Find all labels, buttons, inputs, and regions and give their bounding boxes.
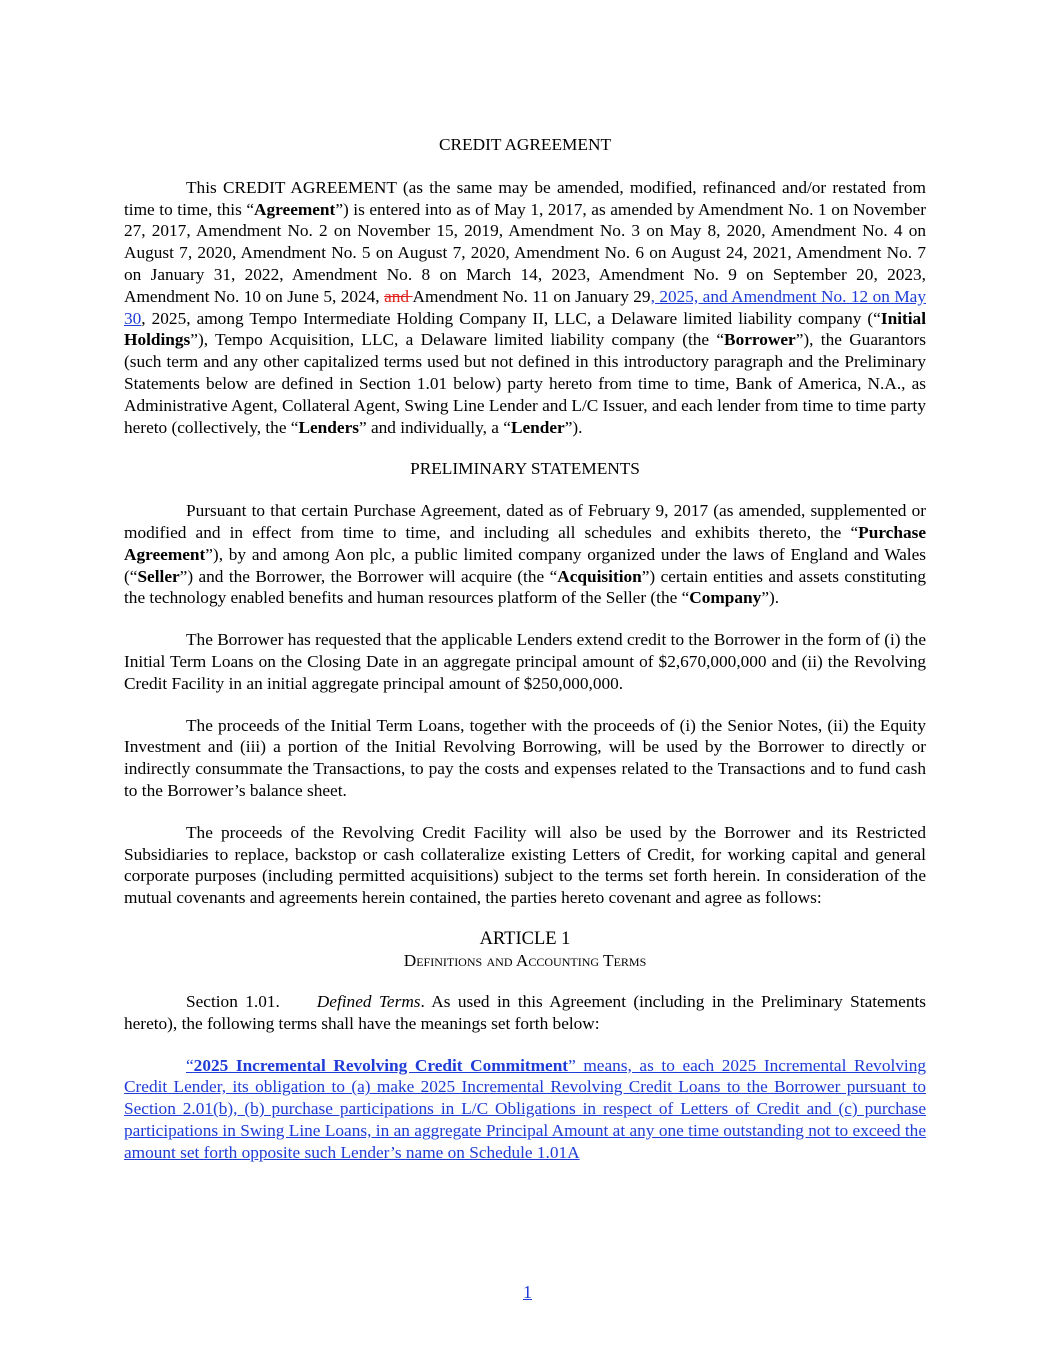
preliminary-paragraph-2: The Borrower has requested that the applicable Lenders extend credit to the Borrower in the form of (i) the Initial Term Loans on the Closing Date in an aggregate principal amount of $2,670,000,000 and (ii) the Revolving Credit Facility in an initial aggregate principal amount of $250,000,000. bbox=[124, 630, 926, 693]
defined-term: 2025 Incremental Revolving Credit Commitment bbox=[193, 1055, 569, 1075]
section-name: Defined Terms bbox=[316, 991, 421, 1011]
definition-2025-incremental-revolving-credit-commitment: “2025 Incremental Revolving Credit Commitment” means, as to each 2025 Incremental Revolving Credit Lender, its obligation to (a) make 2025 Incremental Revolving Credit Loans to the Borrower pursuant to Section 2.01(b), (b) purchase participations in L/C Obligations in respect of Letters of Credit and (c) purchase participations in Swing Line Loans, in an aggregate Principal Amount at any one time outstanding not to exceed the amount set forth opposite such Lender’s name on Schedule 1.01A bbox=[124, 1055, 926, 1162]
preliminary-statements-heading: PRELIMINARY STATEMENTS bbox=[410, 459, 640, 479]
inserted-text: , 2025, and Amendment No. 12 on May 30 bbox=[124, 286, 926, 328]
document-page bbox=[124, 128, 926, 1183]
article-title: Definitions and Accounting Terms bbox=[403, 950, 647, 970]
preliminary-paragraph-4: The proceeds of the Revolving Credit Facility will also be used by the Borrower and its Restricted Subsidiaries to replace, backstop or cash collateralize existing Letters of Credit, for working capital and general corporate purposes (including permitted acquisitions) subject to the terms set forth herein. In consideration of the mutual covenants and agreements herein contained, the parties hereto covenant and agree as follows: bbox=[124, 822, 926, 908]
document-title: CREDIT AGREEMENT bbox=[438, 135, 611, 154]
preliminary-paragraph-1: Pursuant to that certain Purchase Agreement, dated as of February 9, 2017 (as amended, supplemented or modified and in effect from time to time, and including all schedules and exhibits thereto, the “Purchase Agreement”), by and among Aon plc, a public limited company organized under the laws of England and Wales (“Seller”) and the Borrower, the Borrower will acquire (the “Acquisition”) certain entities and assets constituting the technology enabled benefits and human resources platform of the Seller (the “Company”). bbox=[124, 501, 926, 608]
section-1-01: Section 1.01. Defined Terms. As used in this Agreement (including in the Preliminary Statements hereto), the following terms shall have the meanings set forth below: bbox=[124, 991, 926, 1033]
article-number: ARTICLE 1 bbox=[479, 928, 571, 949]
section-label: Section 1.01. bbox=[186, 991, 280, 1011]
page-number: 1 bbox=[523, 1282, 532, 1302]
preliminary-paragraph-3: The proceeds of the Initial Term Loans, together with the proceeds of (i) the Senior Notes, (ii) the Equity Investment and (iii) a portion of the Initial Revolving Borrowing, will be used by the Borrower to directly or indirectly consummate the Transactions, to pay the costs and expenses related to the Transactions and to fund cash to the Borrower’s balance sheet. bbox=[124, 715, 926, 800]
deleted-text: and bbox=[384, 286, 413, 306]
intro-paragraph: This CREDIT AGREEMENT (as the same may be amended, modified, refinanced and/or restated from time to time, this “Agreement”) is entered into as of May 1, 2017, as amended by Amendment No. 1 on November 27, 2017, Amendment No. 2 on November 15, 2019, Amendment No. 3 on May 8, 2020, Amendment No. 4 on August 7, 2020, Amendment No. 5 on August 7, 2020, Amendment No. 6 on August 24, 2021, Amendment No. 7 on January 31, 2022, Amendment No. 8 on March 14, 2023, Amendment No. 9 on September 20, 2023, Amendment No. 10 on June 5, 2024, and Amendment No. 11 on January 29, 2025, and Amendment No. 12 on May 30, 2025, among Tempo Intermediate Holding Company II, LLC, a Delaware limited liability company (“Initial Holdings”), Tempo Acquisition, LLC, a Delaware limited liability company (the “Borrower”), the Guarantors (such term and any other capitalized terms used but not defined in this introductory paragraph and the Preliminary Statements below are defined in Section 1.01 below) party hereto from time to time, Bank of America, N.A., as Administrative Agent, Collateral Agent, Swing Line Lender and L/C Issuer, and each lender from time to time party hereto (collectively, the “Lenders” and individually, a “Lender”). bbox=[124, 177, 926, 437]
